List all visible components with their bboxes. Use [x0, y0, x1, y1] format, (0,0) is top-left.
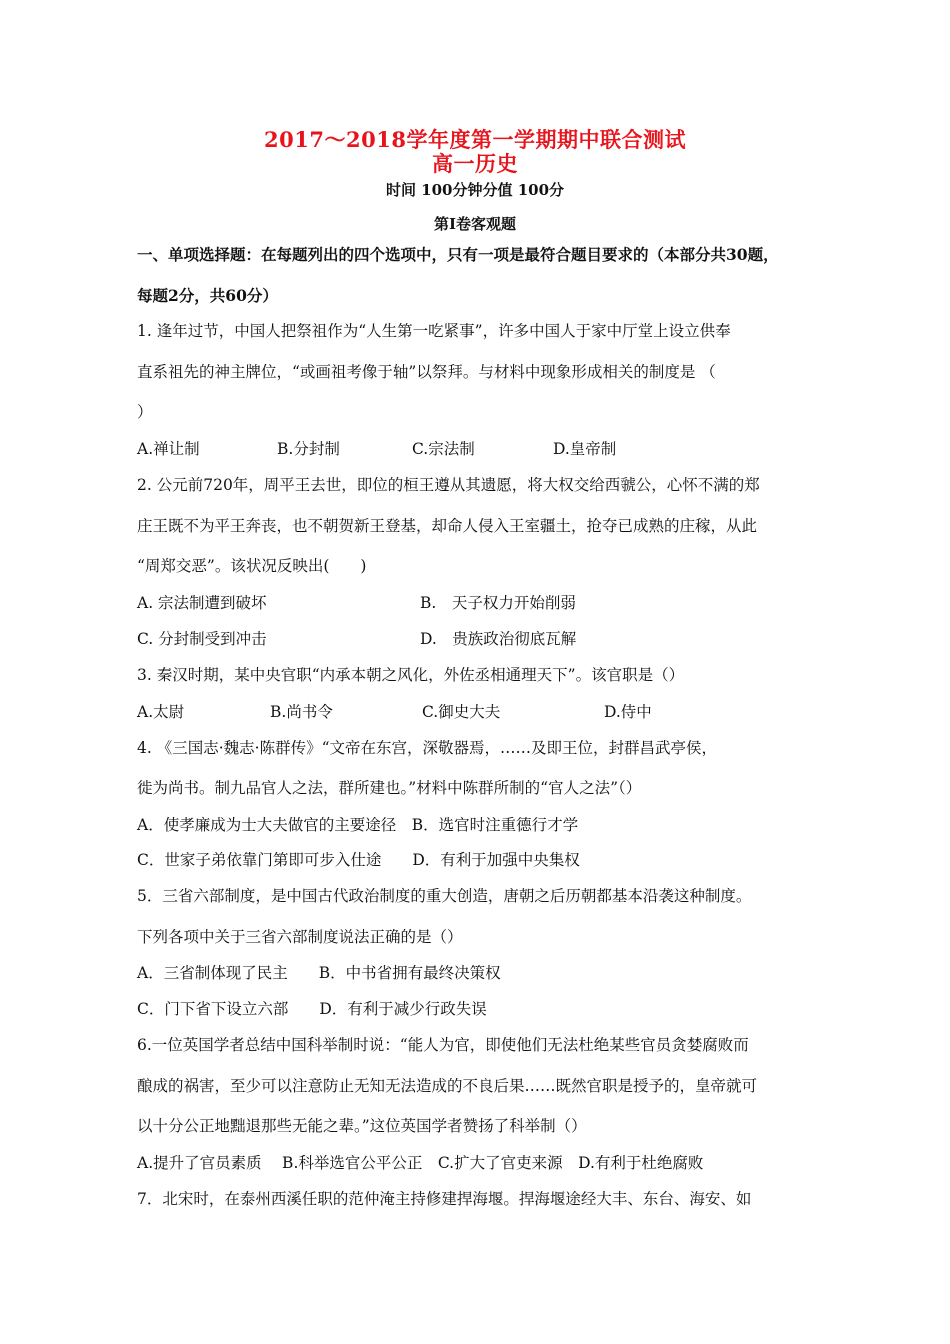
question-2-option-a[interactable]: A. 宗法制遭到破坏: [137, 594, 267, 612]
question-5-line1: 5．三省六部制度，是中国古代政治制度的重大创造，唐朝之后历朝都基本沿袭这种制度。: [137, 887, 752, 905]
question-2-line2: 庄王既不为平王奔丧，也不朝贺新王登基，却命人侵入王室疆土，抢夺已成熟的庄稼，从此: [137, 517, 758, 535]
question-7-line1: 7．北宋时，在泰州西溪任职的范仲淹主持修建捍海堰。捍海堰途经大丰、东台、海安、如: [137, 1190, 752, 1208]
question-5-options-ab[interactable]: A．三省制体现了民主 B．中书省拥有最终决策权: [137, 964, 501, 982]
question-2-option-d[interactable]: D. 贵族政治彻底瓦解: [420, 630, 577, 648]
question-2-option-c[interactable]: C. 分封制受到冲击: [137, 630, 267, 648]
question-4-line1: 4. 《三国志·魏志·陈群传》“文帝在东宫，深敬器焉，……及即王位，封群昌武亭侯，: [137, 739, 717, 757]
question-5-line2: 下列各项中关于三省六部制度说法正确的是（）: [137, 928, 463, 946]
question-6-line3: 以十分公正地黜退那些无能之辈。”这位英国学者赞扬了科举制（）: [137, 1117, 587, 1135]
part-title: 第Ⅰ卷客观题: [433, 215, 517, 233]
section-heading-line2: 每题2分，共60分）: [137, 286, 278, 305]
question-1-line1: 1. 逢年过节，中国人把祭祖作为“人生第一吃紧事”，许多中国人于家中厅堂上设立供奉: [137, 322, 731, 340]
question-2-option-b[interactable]: B. 天子权力开始削弱: [420, 594, 576, 612]
subject-title: 高一历史: [432, 151, 518, 176]
question-4-line2: 徙为尚书。制九品官人之法，群所建也。”材料中陈群所制的“官人之法”（）: [137, 779, 642, 797]
question-6-line2: 酿成的祸害，至少可以注意防止无知无法造成的不良后果……既然官职是授予的，皇帝就可: [137, 1077, 758, 1095]
question-6-options[interactable]: A.提升了官员素质 B.科举选官公平公正 C.扩大了官吏来源 D.有利于杜绝腐败: [137, 1154, 704, 1172]
exam-title: 2017～2018学年度第一学期期中联合测试: [264, 127, 686, 152]
question-6-line1: 6.一位英国学者总结中国科举制时说：“能人为官，即使他们无法杜绝某些官员贪婪腐败而: [137, 1036, 749, 1054]
question-5-options-cd[interactable]: C．门下省下设立六部 D．有利于减少行政失误: [137, 1000, 487, 1018]
question-1-option-b[interactable]: B.分封制: [277, 440, 340, 458]
question-4-options-cd[interactable]: C．世家子弟依靠门第即可步入仕途 D．有利于加强中央集权: [137, 851, 580, 869]
question-1-option-a[interactable]: A.禅让制: [137, 440, 200, 458]
question-3-option-b[interactable]: B.尚书令: [270, 703, 333, 721]
question-1-option-c[interactable]: C.宗法制: [412, 440, 475, 458]
question-1-option-d[interactable]: D.皇帝制: [553, 440, 617, 458]
question-2-line1: 2. 公元前720年，周平王去世，即位的桓王遵从其遗愿，将大权交给西虢公，心怀不满的郑: [137, 476, 760, 494]
section-heading-line1: 一、单项选择题：在每题列出的四个选项中，只有一项是最符合题目要求的（本部分共30题，: [137, 245, 779, 264]
exam-info: 时间 100分钟分值 100分: [385, 181, 565, 199]
question-3-option-c[interactable]: C.御史大夫: [422, 703, 501, 721]
question-3-option-d[interactable]: D.侍中: [604, 703, 652, 721]
question-4-options-ab[interactable]: A．使孝廉成为士大夫做官的主要途径 B．选官时注重德行才学: [137, 816, 579, 834]
question-1-line2: 直系祖先的神主牌位，“或画祖考像于轴”以祭拜。与材料中现象形成相关的制度是 （: [137, 363, 716, 381]
question-1-line3: ）: [137, 403, 153, 421]
question-3-option-a[interactable]: A.太尉: [137, 703, 185, 721]
question-3-line1: 3. 秦汉时期，某中央官职“内承本朝之风化，外佐丞相通理天下”。该官职是（）: [137, 666, 685, 684]
question-2-line3: “周郑交恶”。该状况反映出( ): [137, 557, 367, 575]
